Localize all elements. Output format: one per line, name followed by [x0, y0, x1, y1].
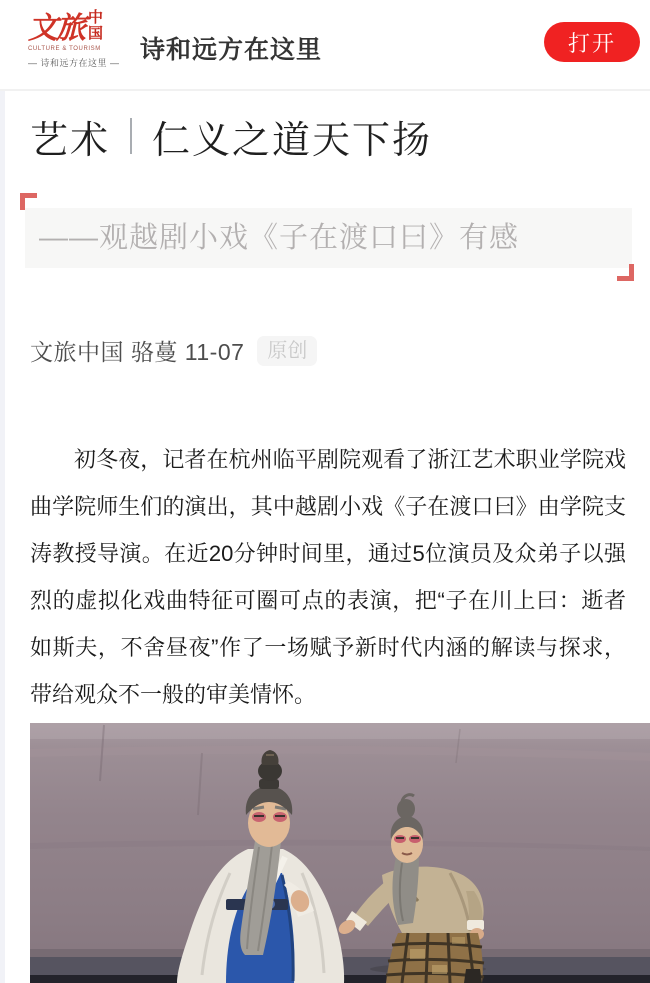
logo-row: [28, 12, 138, 46]
open-app-button[interactable]: 打开: [544, 22, 640, 62]
byline: [30, 334, 317, 367]
article-title: [30, 110, 432, 162]
logo-seal-top: 中: [88, 10, 104, 26]
logo-brand-text: 文旅: [28, 12, 84, 45]
app-title: 诗和远方在这里: [140, 37, 323, 64]
title-divider: [130, 118, 132, 154]
article-subtitle: ——观越剧小戏《子在渡口曰》有感: [39, 222, 520, 254]
corner-mark-bottom-right: [617, 264, 634, 281]
logo-seal-bottom: 国: [88, 26, 104, 42]
logo-tagline: — 诗和远方在这里 —: [28, 58, 120, 68]
corner-mark-top-left: [20, 193, 37, 210]
header-divider: [0, 89, 650, 91]
article-photo[interactable]: [30, 723, 650, 983]
page-left-edge: [0, 0, 5, 983]
app-banner: [0, 0, 650, 89]
byline-source-author-date: 文旅中国 骆蔓 11-07: [30, 339, 245, 365]
stage-photo-svg: [30, 723, 650, 983]
logo-english-text: CULTURE & TOURISM: [28, 46, 101, 52]
app-logo[interactable]: [28, 12, 138, 69]
article-category: 艺术: [30, 119, 111, 162]
article-paragraph: 初冬夜，记者在杭州临平剧院观看了浙江艺术职业学院戏曲学院师生们的演出，其中越剧小戏《子在渡口曰》由学院支涛教授导演。在近20分钟时间里，通过5位演员及众弟子以强烈的虚拟化戏曲特征可圈可点的表演，把“子在川上曰：逝者如斯夫，不舍昼夜”作了一场赋予新时代内涵的解读与探求，带给观众不一般的审美情怀。: [30, 447, 626, 707]
article-title-text: 仁义之道天下扬: [152, 119, 433, 162]
subtitle-banner: [25, 208, 632, 268]
original-badge: 原创: [257, 336, 317, 366]
stage-backdrop: [30, 723, 650, 957]
logo-china-seal: [88, 10, 103, 42]
